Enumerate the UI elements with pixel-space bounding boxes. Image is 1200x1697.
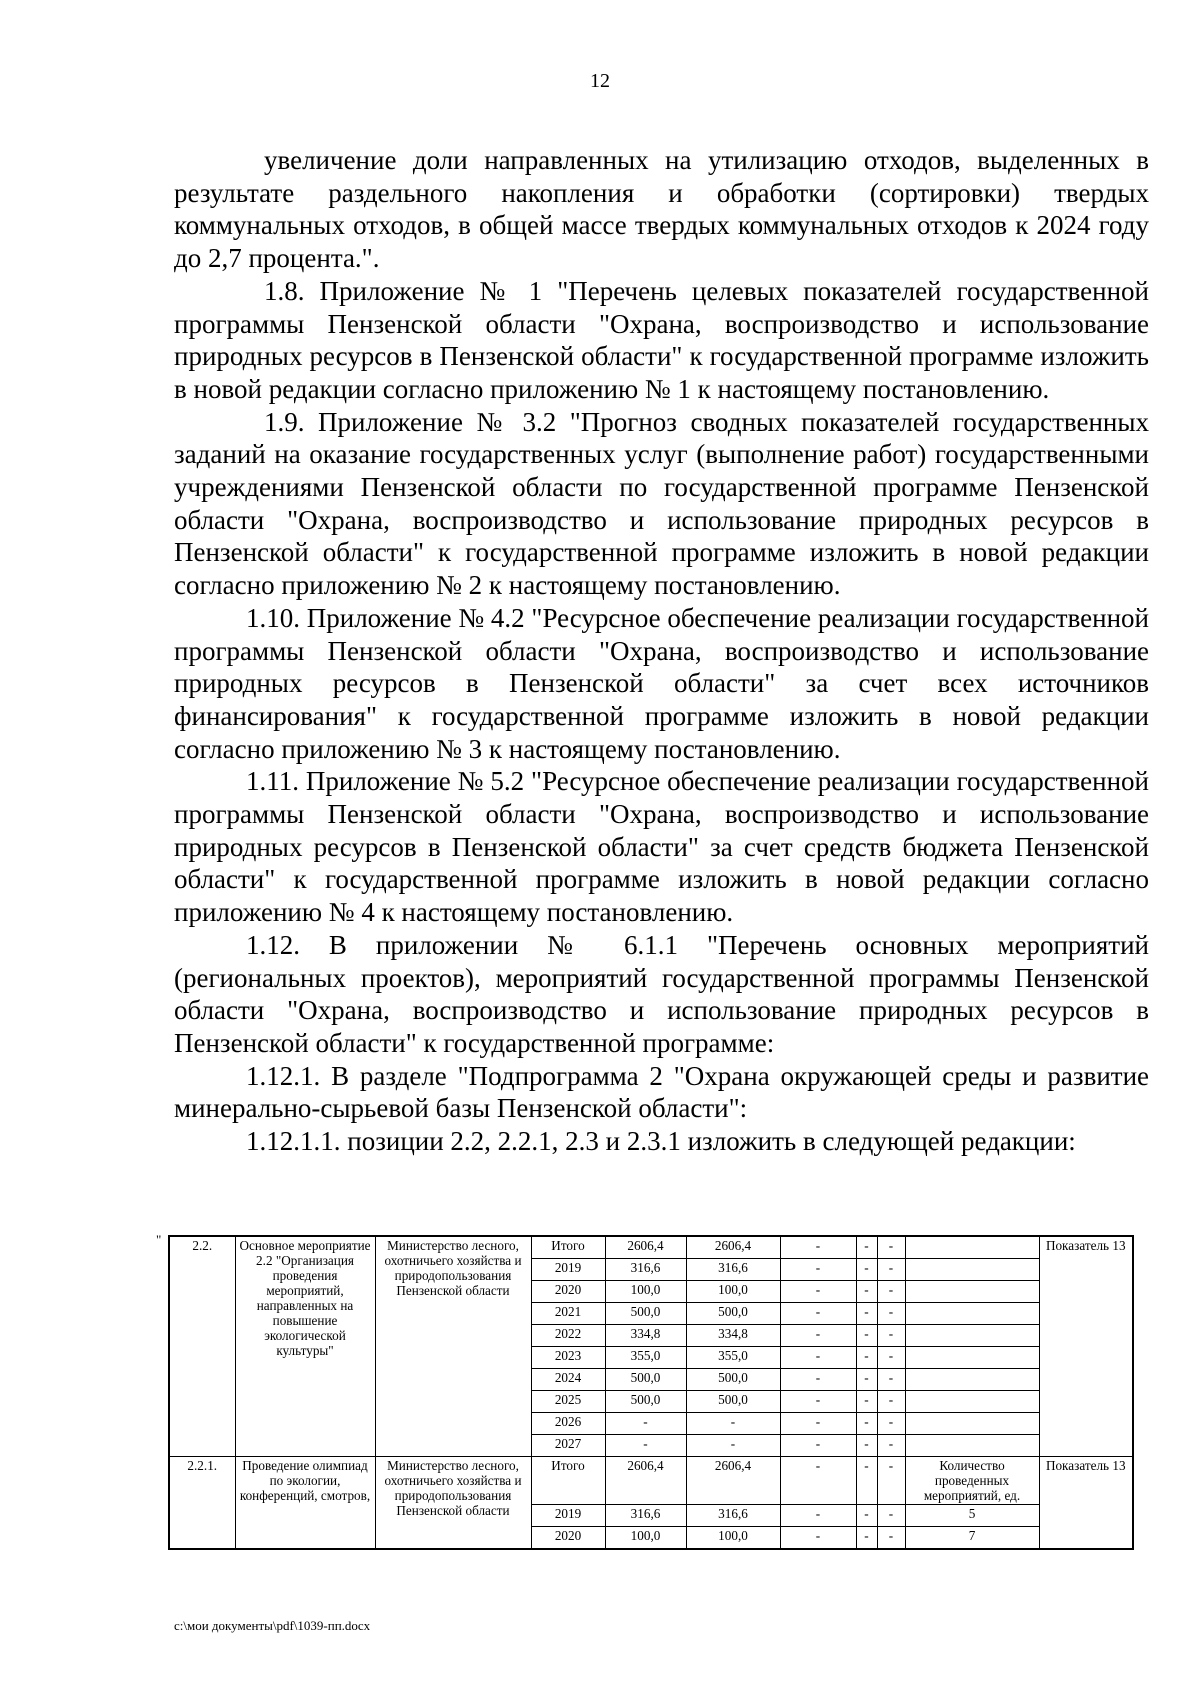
indicator-value-cell (905, 1435, 1039, 1457)
paragraph-1-12: 1.12. В приложении № 6.1.1 "Перечень основных мероприятий (региональных проектов), мероприятий государственной программы Пензенской области "Охрана, воспроизводство и использование природных ресурсов в Пензенской области" к государственной программе: (174, 929, 1149, 1058)
local-budget-cell: - (856, 1435, 877, 1457)
federal-budget-cell: - (780, 1303, 856, 1325)
measure-name-cell: Основное мероприятие 2.2 "Организация проведения мероприятий, направленных на повышение экологической культуры" (235, 1236, 375, 1457)
indicator-value-cell (905, 1413, 1039, 1435)
federal-budget-cell: - (780, 1325, 856, 1347)
local-budget-cell: - (856, 1369, 877, 1391)
indicator-value-cell: 7 (905, 1527, 1039, 1550)
year-cell: 2022 (531, 1325, 605, 1347)
year-cell: 2027 (531, 1435, 605, 1457)
total-funding-cell: 100,0 (605, 1527, 686, 1550)
indicator-value-cell (905, 1347, 1039, 1369)
other-sources-cell: - (877, 1505, 905, 1527)
other-sources-cell: - (877, 1457, 905, 1505)
federal-budget-cell: - (780, 1281, 856, 1303)
document-body (174, 144, 1149, 1158)
paragraph-1-10: 1.10. Приложение № 4.2 "Ресурсное обеспечение реализации государственной программы Пензенской области "Охрана, воспроизводство и использование природных ресурсов в Пензенской области" за счет всех источников финансирования" к государственной программе изложить в новой редакции согласно приложению № 3 к настоящему постановлению. (174, 602, 1149, 764)
year-cell: 2019 (531, 1505, 605, 1527)
federal-budget-cell: - (780, 1236, 856, 1259)
year-cell: 2020 (531, 1527, 605, 1550)
table-body (169, 1236, 1133, 1549)
position-number-cell: 2.2. (169, 1236, 235, 1457)
federal-budget-cell: - (780, 1435, 856, 1457)
page-number: 12 (590, 70, 610, 92)
federal-budget-cell: - (780, 1347, 856, 1369)
federal-budget-cell: - (780, 1527, 856, 1550)
executor-cell: Министерство лесного, охотничьего хозяйства и природопользования Пензенской области (375, 1236, 531, 1457)
regional-budget-cell: 334,8 (686, 1325, 780, 1347)
indicator-value-cell (905, 1281, 1039, 1303)
regional-budget-cell: 500,0 (686, 1369, 780, 1391)
local-budget-cell: - (856, 1325, 877, 1347)
year-cell: 2024 (531, 1369, 605, 1391)
regional-budget-cell: - (686, 1435, 780, 1457)
other-sources-cell: - (877, 1325, 905, 1347)
year-cell: 2021 (531, 1303, 605, 1325)
total-funding-cell: 355,0 (605, 1347, 686, 1369)
federal-budget-cell: - (780, 1413, 856, 1435)
total-funding-cell: 316,6 (605, 1505, 686, 1527)
total-funding-cell: - (605, 1413, 686, 1435)
other-sources-cell: - (877, 1236, 905, 1259)
other-sources-cell: - (877, 1391, 905, 1413)
local-budget-cell: - (856, 1236, 877, 1259)
executor-cell: Министерство лесного, охотничьего хозяйства и природопользования Пензенской области (375, 1457, 531, 1550)
year-cell: Итого (531, 1236, 605, 1259)
year-cell: 2026 (531, 1413, 605, 1435)
footer-file-path: с:\мои документы\pdf\1039-пп.docx (174, 1618, 371, 1633)
other-sources-cell: - (877, 1347, 905, 1369)
indicator-value-cell (905, 1303, 1039, 1325)
regional-budget-cell: 355,0 (686, 1347, 780, 1369)
opening-quote-mark: " (156, 1232, 162, 1247)
indicator-value-cell: 5 (905, 1505, 1039, 1527)
regional-budget-cell: 500,0 (686, 1303, 780, 1325)
federal-budget-cell: - (780, 1457, 856, 1505)
other-sources-cell: - (877, 1527, 905, 1550)
total-funding-cell: 100,0 (605, 1281, 686, 1303)
paragraph-1-9: 1.9. Приложение № 3.2 "Прогноз сводных показателей государственных заданий на оказание государственных услуг (выполнение работ) государственными учреждениями Пензенской области по государственной программе Пензенской области "Охрана, воспроизводство и использование природных ресурсов в Пензенской области" к государственной программе изложить в новой редакции согласно приложению № 2 к настоящему постановлению. (174, 406, 1149, 601)
local-budget-cell: - (856, 1457, 877, 1505)
other-sources-cell: - (877, 1281, 905, 1303)
total-funding-cell: 2606,4 (605, 1457, 686, 1505)
measures-table (168, 1235, 1134, 1550)
position-number-cell: 2.2.1. (169, 1457, 235, 1550)
regional-budget-cell: 2606,4 (686, 1457, 780, 1505)
regional-budget-cell: 2606,4 (686, 1236, 780, 1259)
regional-budget-cell: 316,6 (686, 1259, 780, 1281)
other-sources-cell: - (877, 1435, 905, 1457)
other-sources-cell: - (877, 1413, 905, 1435)
total-funding-cell: - (605, 1435, 686, 1457)
year-cell: 2019 (531, 1259, 605, 1281)
paragraph-1-11: 1.11. Приложение № 5.2 "Ресурсное обеспечение реализации государственной программы Пензенской области "Охрана, воспроизводство и использование природных ресурсов в Пензенской области" за счет средств бюджета Пензенской области" к государственной программе изложить в новой редакции согласно приложению № 4 к настоящему постановлению. (174, 766, 1149, 928)
total-funding-cell: 2606,4 (605, 1236, 686, 1259)
year-cell: 2020 (531, 1281, 605, 1303)
federal-budget-cell: - (780, 1391, 856, 1413)
regional-budget-cell: 500,0 (686, 1391, 780, 1413)
paragraph-continuation: увеличение доли направленных на утилизацию отходов, выделенных в результате раздельного накопления и обработки (сортировки) твердых коммунальных отходов, в общей массе твердых коммунальных отходов к 2024 году до 2,7 процента.". (174, 145, 1149, 274)
local-budget-cell: - (856, 1527, 877, 1550)
local-budget-cell: - (856, 1413, 877, 1435)
indicator-value-cell (905, 1259, 1039, 1281)
indicator-name-cell (905, 1236, 1039, 1259)
local-budget-cell: - (856, 1505, 877, 1527)
table-row (169, 1236, 1133, 1259)
paragraph-1-12-1-1: 1.12.1.1. позиции 2.2, 2.2.1, 2.3 и 2.3.1 изложить в следующей редакции: (246, 1126, 1076, 1157)
other-sources-cell: - (877, 1303, 905, 1325)
year-cell: Итого (531, 1457, 605, 1505)
indicator-ref-cell: Показатель 13 (1039, 1457, 1133, 1550)
indicator-value-cell (905, 1325, 1039, 1347)
regional-budget-cell: 100,0 (686, 1281, 780, 1303)
paragraph-1-12-1: 1.12.1. В разделе "Подпрограмма 2 "Охрана окружающей среды и развитие минерально-сырьевой базы Пензенской области": (174, 1060, 1149, 1124)
measure-name-cell: Проведение олимпиад по экологии, конференций, смотров, (235, 1457, 375, 1550)
total-funding-cell: 500,0 (605, 1391, 686, 1413)
regional-budget-cell: 316,6 (686, 1505, 780, 1527)
total-funding-cell: 316,6 (605, 1259, 686, 1281)
year-cell: 2025 (531, 1391, 605, 1413)
total-funding-cell: 500,0 (605, 1369, 686, 1391)
total-funding-cell: 334,8 (605, 1325, 686, 1347)
local-budget-cell: - (856, 1391, 877, 1413)
regional-budget-cell: - (686, 1413, 780, 1435)
local-budget-cell: - (856, 1303, 877, 1325)
table-row (169, 1457, 1133, 1505)
paragraph-1-8: 1.8. Приложение № 1 "Перечень целевых показателей государственной программы Пензенской области "Охрана, воспроизводство и использование природных ресурсов в Пензенской области" к государственной программе изложить в новой редакции согласно приложению № 1 к настоящему постановлению. (174, 275, 1149, 404)
local-budget-cell: - (856, 1347, 877, 1369)
other-sources-cell: - (877, 1369, 905, 1391)
indicator-value-cell (905, 1369, 1039, 1391)
local-budget-cell: - (856, 1259, 877, 1281)
indicator-value-cell (905, 1391, 1039, 1413)
federal-budget-cell: - (780, 1505, 856, 1527)
local-budget-cell: - (856, 1281, 877, 1303)
total-funding-cell: 500,0 (605, 1303, 686, 1325)
federal-budget-cell: - (780, 1369, 856, 1391)
other-sources-cell: - (877, 1259, 905, 1281)
indicator-name-cell: Количество проведенных мероприятий, ед. (905, 1457, 1039, 1505)
indicator-ref-cell: Показатель 13 (1039, 1236, 1133, 1457)
regional-budget-cell: 100,0 (686, 1527, 780, 1550)
year-cell: 2023 (531, 1347, 605, 1369)
federal-budget-cell: - (780, 1259, 856, 1281)
